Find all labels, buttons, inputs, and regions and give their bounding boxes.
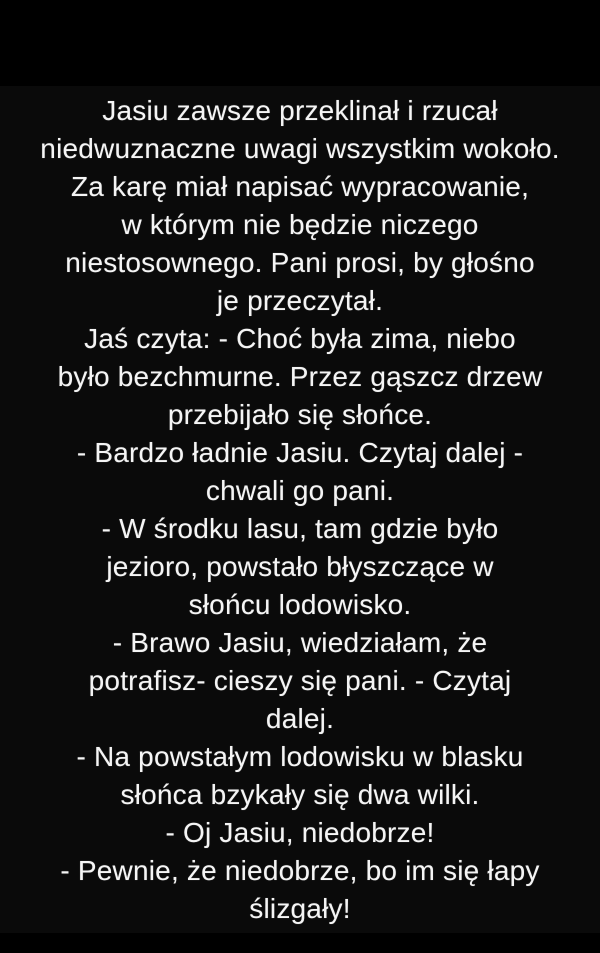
story-line: jezioro, powstało błyszczące w [106, 551, 494, 582]
photo-background [0, 86, 600, 933]
story-line: - Pewnie, że niedobrze, bo im się łapy [60, 855, 540, 886]
story-line: potrafisz- cieszy się pani. - Czytaj [88, 665, 512, 696]
story-line: słońca bzykały się dwa wilki. [120, 779, 480, 810]
story-line: - W środku lasu, tam gdzie było [101, 513, 499, 544]
bottom-letterbox-bar [0, 933, 600, 953]
story-line: niestosownego. Pani prosi, by głośno [65, 247, 535, 278]
joke-text-block [0, 92, 600, 928]
story-line: je przeczytał. [216, 285, 384, 316]
story-line: chwali go pani. [205, 475, 395, 506]
story-line: ślizgały! [249, 893, 351, 924]
top-letterbox-bar [0, 0, 600, 86]
story-line: Jaś czyta: - Choć była zima, niebo [84, 323, 516, 354]
story-line: słońcu lodowisko. [188, 589, 412, 620]
story-line: przebijało się słońce. [167, 399, 433, 430]
story-line: - Na powstałym lodowisku w blasku [76, 741, 524, 772]
story-line: dalej. [265, 703, 335, 734]
story-line: - Oj Jasiu, niedobrze! [165, 817, 435, 848]
story-line: - Bardzo ładnie Jasiu. Czytaj dalej - [76, 437, 524, 468]
story-line: było bezchmurne. Przez gąszcz drzew [57, 361, 543, 392]
story-line: Za karę miał napisać wypracowanie, [70, 171, 530, 202]
story-line: niedwuznaczne uwagi wszystkim wokoło. [40, 133, 560, 164]
story-line: Jasiu zawsze przeklinał i rzucał [102, 95, 498, 126]
story-line: - Brawo Jasiu, wiedziałam, że [112, 627, 488, 658]
story-line: w którym nie będzie niczego [121, 209, 479, 240]
